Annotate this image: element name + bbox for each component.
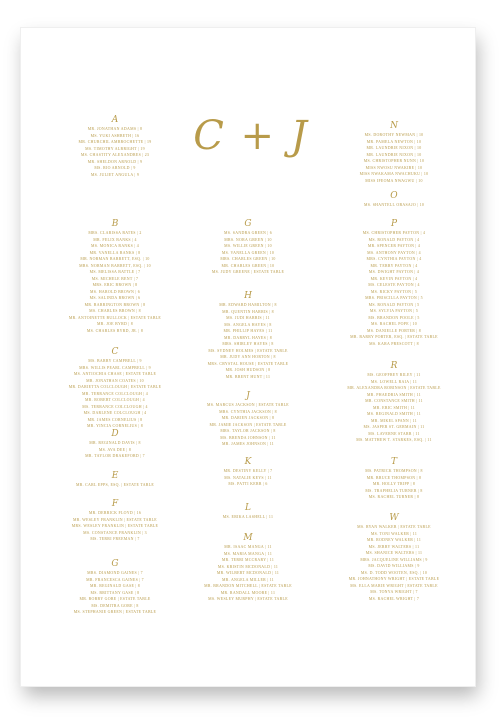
seating-chart-card bbox=[21, 28, 475, 686]
guest-entry: MS. TONYA WRIGHT | 7 bbox=[370, 590, 418, 594]
guest-entry: MS. SANDRA GREEN | 6 bbox=[224, 231, 272, 235]
guest-entry: MS. CHRISTOPHER PAYTON | 4 bbox=[362, 231, 426, 235]
guest-entry: MR. PHILLIP HAYES | 11 bbox=[223, 329, 273, 333]
guest-entry: MS. DOROTHY NEWMAN | 10 bbox=[364, 133, 424, 137]
couple-monogram: C + J bbox=[193, 113, 309, 159]
guest-entry: MS. MATTHEW T. STARKES, ESQ. | 11 bbox=[356, 438, 432, 442]
guest-entry: MS. RICKY PAYTON | 5 bbox=[370, 289, 418, 294]
group-letter: D bbox=[111, 429, 119, 439]
guest-entry: MS. MARIA MANGA | 11 bbox=[223, 551, 273, 556]
guest-entry: MR. TERRI MCCRARY | 11 bbox=[221, 558, 275, 562]
guest-entry: MS. TRAPHELIA TURNER | 8 bbox=[365, 488, 423, 493]
guest-entry: MS. VANELLA GREEN | 10 bbox=[221, 250, 275, 255]
group-m bbox=[176, 532, 320, 603]
guest-entry: MS. MARCUS JACKSON | ESTATE TABLE bbox=[207, 403, 289, 407]
guest-entry: MRS. NORMAN BARRETT, ESQ. | 10 bbox=[79, 263, 151, 268]
guest-entry: MR. HOLLY TRIPP | 8 bbox=[372, 482, 416, 486]
group-t bbox=[322, 456, 466, 501]
guest-entry: MR. FELIX BANKS | 4 bbox=[93, 237, 137, 242]
guest-entry: MS. TERRI FREEMAN | 7 bbox=[90, 537, 140, 541]
guest-entry: MS. PATRICK THOMPSON | 8 bbox=[365, 469, 423, 473]
guest-entry: MR. SPENCER PAYTON | 4 bbox=[367, 244, 421, 248]
guest-entry: MS. MICHELE BENT | 7 bbox=[91, 276, 139, 281]
guest-entry: MISS NWOSU NWAKIBE | 10 bbox=[365, 165, 423, 170]
guest-entry: MRS. CHARLES GREEN | 10 bbox=[220, 257, 276, 261]
guest-entry: MS. YUKI ASHBETH | 16 bbox=[90, 133, 140, 138]
guest-entry: MS. JUDI HARRIS | 11 bbox=[226, 316, 270, 320]
guest-entry: MR. KEVIN PAYTON | 4 bbox=[370, 276, 418, 281]
group-a bbox=[43, 114, 187, 178]
group-c bbox=[43, 346, 187, 430]
guest-entry: MS. KARA PRESCOTT | 8 bbox=[369, 341, 419, 346]
guest-entry: MR. DERRICK FLOYD | 16 bbox=[88, 511, 142, 515]
guest-entry: MS. STEPHANIE GREEN | ESTATE TABLE bbox=[73, 610, 157, 614]
guest-entry: MR. LAUNDRIE NIXON | 10 bbox=[366, 146, 422, 150]
guest-entry: MRS. SHIRLEY HAYES | 8 bbox=[222, 342, 274, 346]
guest-entry: MR. REGINALD DAVIS | 8 bbox=[89, 441, 141, 445]
guest-entry: MR. JOHNATHONY WRIGHT | ESTATE TABLE bbox=[348, 577, 440, 581]
guest-entry: MR. JAMIE JACKSON | ESTATE TABLE bbox=[209, 422, 287, 427]
group-letter: T bbox=[390, 457, 397, 467]
guest-entry: MR. DARIETTA COLCLOUGH | ESTATE TABLE bbox=[68, 385, 162, 389]
guest-entry: MS. SHANTELL OBASAJO | 10 bbox=[363, 203, 425, 207]
group-f bbox=[43, 498, 187, 543]
guest-entry: MR. RODNEY WALKER | 11 bbox=[366, 538, 422, 542]
group-letter: L bbox=[245, 503, 251, 513]
guest-entry: MR. NORMAN BARRETT, ESQ. | 10 bbox=[80, 257, 150, 261]
guest-entry: MS. SYDNEY HOLMES | ESTATE TABLE bbox=[208, 348, 288, 353]
guest-entry: MR. BARRY PORTER, ESQ. | ESTATE TABLE bbox=[350, 335, 438, 339]
guest-entry: MR. JOE BYRD | 8 bbox=[97, 322, 133, 326]
group-letter: G bbox=[244, 219, 252, 229]
guest-entry: MS. ELLA MARIE WRIGHT | ESTATE TABLE bbox=[350, 583, 438, 588]
guest-entry: MRS. CRYSTAL HOUSE | ESTATE TABLE bbox=[207, 361, 289, 366]
group-w bbox=[322, 512, 466, 602]
guest-entry: MS. DWIGHT PAYTON | 4 bbox=[368, 270, 420, 274]
guest-entry: MS. SHANICE WALTERS | 11 bbox=[365, 551, 423, 555]
guest-entry: MS. RACHEL POPE | 10 bbox=[370, 322, 418, 326]
guest-entry: MRS. ERIC BROWN | 8 bbox=[92, 283, 138, 287]
guest-entry: MS. DAVID WILLIAMS | 9 bbox=[368, 564, 420, 568]
guest-entry: MS. HAROLD BROWN | 6 bbox=[90, 289, 140, 294]
guest-entry: MR. SHELDON ARNOLD | 9 bbox=[87, 159, 143, 164]
guest-entry: MR. BRUCE THOMPSON | 8 bbox=[366, 475, 422, 480]
group-n bbox=[322, 120, 466, 184]
group-letter: H bbox=[244, 291, 252, 301]
guest-entry: MS. BRANDON POOLE | 5 bbox=[368, 315, 420, 320]
guest-entry: MS. DARLENE COLCLOUGH | 4 bbox=[83, 411, 147, 415]
guest-entry: MR. BOBBY GORE | ESTATE TABLE bbox=[79, 597, 151, 601]
guest-entry: MR. WESLEY FRANKLIN | ESTATE TABLE bbox=[73, 517, 157, 522]
group-letter: J bbox=[246, 391, 250, 401]
group-letter: A bbox=[111, 115, 119, 125]
guest-entry: MS. ANTHONY PAYTON | 4 bbox=[367, 250, 421, 255]
group-letter: P bbox=[390, 219, 398, 229]
guest-entry: MS. RACHEL TURNER | 8 bbox=[368, 495, 420, 499]
guest-entry: MRS. PRISCILLA PAYTON | 5 bbox=[365, 296, 423, 300]
guest-entry: MR. FRANCESCA GAINES | 7 bbox=[86, 577, 144, 582]
guest-entry: MS. CHASTITY ALEXANDRES | 23 bbox=[80, 153, 150, 157]
guest-entry: MRS. CYNTHIA JACKSON | 8 bbox=[219, 409, 277, 414]
guest-entry: MS. CHARLES BYRD, JR. | 8 bbox=[86, 328, 144, 333]
guest-entry: MR. MIKEL SPANN | 11 bbox=[370, 418, 417, 423]
guest-entry: MS. TONI WALKER | 11 bbox=[370, 531, 418, 536]
guest-entry: MS. JULIET ANGULA | 9 bbox=[90, 172, 140, 177]
group-letter: O bbox=[390, 191, 398, 201]
guest-entry: MS. ERIKA LASHELL | 11 bbox=[222, 515, 274, 519]
guest-entry: MR. JAMES JOHNSON | 11 bbox=[221, 442, 275, 446]
guest-entry: MS. CELESTE PAYTON | 4 bbox=[368, 283, 420, 287]
group-letter: K bbox=[244, 457, 252, 467]
guest-entry: MRS. CYNTHIA PAYTON | 4 bbox=[366, 257, 422, 261]
guest-entry: MS. SYLVIA PAYTON | 5 bbox=[369, 309, 419, 313]
guest-entry: MR. DARRYL HAYES | 8 bbox=[224, 335, 272, 340]
guest-entry: MS. CONSTANCE FRANKLIN | 3 bbox=[83, 530, 147, 535]
guest-entry: MR. CHARLES GREEN | 10 bbox=[221, 263, 275, 268]
group-g2 bbox=[176, 218, 320, 276]
guest-entry: MS. DANIELLE PORTER | 8 bbox=[366, 328, 422, 333]
guest-entry: MS. ANTIOCHIA CHASE | ESTATE TABLE bbox=[73, 372, 157, 376]
guest-entry: MS. CHRISTOPHER NUNN | 10 bbox=[363, 159, 425, 163]
guest-entry: MS. ANGELA HAYES | 8 bbox=[224, 322, 272, 327]
group-letter: B bbox=[111, 219, 119, 229]
guest-entry: MR. EDWARD HAMILTON | 8 bbox=[219, 303, 277, 307]
guest-entry: MS. RONALD PAYTON | 5 bbox=[368, 302, 420, 307]
guest-entry: MS. WESLEY MURPHY | ESTATE TABLE bbox=[208, 597, 288, 601]
group-j bbox=[176, 390, 320, 448]
guest-entry: MS. JERRY WALTERS | 11 bbox=[368, 544, 420, 549]
guest-entry: MRS. DIAMOND GAINES | 7 bbox=[87, 571, 143, 575]
group-letter: E bbox=[111, 471, 119, 481]
guest-entry: MR. ANTOINETTE BULLOCK | ESTATE TABLE bbox=[68, 315, 162, 320]
guest-entry: MS. BARRY CAMPBELL | 9 bbox=[88, 359, 142, 363]
guest-entry: MS. LAVERNE STARR | 11 bbox=[368, 431, 420, 436]
guest-entry: MRS. JACQUELINE WILLIAMS | 9 bbox=[360, 557, 428, 562]
guest-entry: MR. PHAEDRIA SMITH | 11 bbox=[367, 392, 421, 397]
group-letter: W bbox=[389, 513, 399, 523]
guest-entry: MS. WILLIE GREEN | 10 bbox=[224, 244, 272, 248]
group-letter: C bbox=[111, 347, 119, 357]
guest-entry: MR. JAMES CORNELIUS | 8 bbox=[87, 417, 143, 422]
guest-entry: MS. JASPER ST. GERMAIN | 11 bbox=[363, 425, 425, 429]
guest-entry: MRS. WILLIS PEARL CAMPBELL | 9 bbox=[79, 365, 151, 370]
group-letter: R bbox=[390, 361, 398, 371]
group-d bbox=[43, 428, 187, 460]
group-r bbox=[322, 360, 466, 444]
guest-entry: MS. D. TODD WOOTEN, ESQ. | 10 bbox=[360, 570, 428, 575]
guest-entry: MRS. WESLEY FRANKLIN | ESTATE TABLE bbox=[71, 524, 159, 528]
guest-entry: MR. JUDY ANN HORTON | 8 bbox=[220, 355, 276, 359]
guest-entry: MR. ALEXANDRA ROBINSON | ESTATE TABLE bbox=[347, 386, 441, 390]
group-g bbox=[43, 558, 187, 616]
guest-entry: MR. ISAAC MANGA | 11 bbox=[224, 545, 272, 549]
group-o bbox=[322, 190, 466, 209]
guest-entry: MS. RACHEL WRIGHT | 7 bbox=[368, 596, 420, 601]
guest-entry: MR. TAYLOR DRAKEFORD | 7 bbox=[85, 454, 145, 458]
guest-entry: MS. JUDY GREENE | ESTATE TABLE bbox=[211, 270, 285, 274]
guest-entry: MS. KRISTIN MCDONALD | 11 bbox=[217, 564, 279, 569]
guest-entry: MR. DARIEN JACKSON | 8 bbox=[221, 416, 275, 420]
guest-entry: MR. CHURCHIL AMBROCHETTE | 19 bbox=[78, 140, 152, 144]
guest-entry: MR. WILBERT MCDONALD | 11 bbox=[216, 571, 280, 575]
guest-entry: MR. ROBERT COLCLOUGH | 4 bbox=[85, 398, 145, 402]
guest-entry: MR. RANDALL MOORE | 11 bbox=[220, 590, 276, 595]
group-letter: N bbox=[390, 121, 398, 131]
guest-entry: MR. BRENT HUNT | 11 bbox=[225, 374, 271, 379]
group-l bbox=[176, 502, 320, 521]
guest-entry: MS. MELISSA BATTLE | 7 bbox=[89, 270, 141, 274]
guest-entry: MS. AVA DEE | 8 bbox=[98, 447, 132, 452]
guest-entry: MS. REGINALD SMITH | 11 bbox=[367, 412, 421, 416]
guest-entry: MR. CONSTANCE SMITH | 11 bbox=[365, 399, 423, 403]
guest-entry: MR. JONATHAN COATES | 10 bbox=[86, 378, 144, 383]
guest-entry: MR. PAMELA NEWTON | 10 bbox=[366, 139, 422, 144]
group-letter: G bbox=[111, 559, 119, 569]
group-h bbox=[176, 290, 320, 380]
guest-entry: MS. TERRANCE COLCLOUGH | 4 bbox=[82, 404, 148, 409]
group-b bbox=[43, 218, 187, 334]
guest-entry: MR. REGINALD GASE | 8 bbox=[90, 584, 140, 588]
guest-entry: MS. BRITTANY GASE | 8 bbox=[90, 590, 140, 595]
group-letter: M bbox=[243, 533, 253, 543]
guest-entry: MR. VANELLA BANKS | 8 bbox=[89, 250, 141, 255]
guest-entry: MS. RONALD PAYTON | 4 bbox=[368, 237, 420, 242]
guest-entry: MS. CHARLES BROWN | 8 bbox=[89, 309, 141, 313]
guest-entry: MS. PATTI KERR | 6 bbox=[228, 482, 268, 486]
guest-entry: MS. RYAN WALKER | ESTATE TABLE bbox=[357, 525, 431, 529]
guest-entry: MS. RIO ARNOLD | 9 bbox=[94, 166, 136, 170]
guest-entry: MRS. CLARISSA BATES | 2 bbox=[88, 231, 142, 235]
guest-entry: MR. CARL EPPS, ESQ. | ESTATE TABLE bbox=[75, 483, 155, 487]
guest-entry: MS. MONICA BANKS | 4 bbox=[91, 244, 139, 248]
guest-entry: MR. JONATHAN ADAMS | 8 bbox=[87, 127, 143, 131]
guest-entry: MS. SALINDA BROWN | 6 bbox=[89, 296, 141, 300]
guest-entry: MS. NATALIE KEYS | 11 bbox=[224, 475, 272, 480]
guest-entry: MR. BARRINGTON BROWN | 8 bbox=[84, 302, 146, 307]
guest-entry: MR. BRANDON MITCHELL | ESTATE TABLE bbox=[204, 584, 292, 588]
guest-entry: MS. GEOFFREY RILEY | 11 bbox=[367, 373, 421, 377]
group-k bbox=[176, 456, 320, 488]
guest-entry: MISS IFEOMA NWAGWU | 10 bbox=[365, 178, 423, 183]
guest-entry: MR. TERRANCE COLCLOUGH | 4 bbox=[82, 391, 148, 396]
guest-entry: MS. LOWELL RAIA | 11 bbox=[370, 379, 418, 384]
guest-entry: MISS NWAKAMA NWACHUKU | 10 bbox=[359, 172, 429, 176]
guest-entry: MR. LAUNDRIE NIXON | 10 bbox=[366, 152, 422, 157]
guest-entry: MS. DEMITRA GORE | 8 bbox=[91, 603, 139, 608]
guest-entry: MRS. TAYLOR JACKSON | 8 bbox=[220, 429, 276, 433]
guest-entry: MR. JOSH HUDSON | 8 bbox=[225, 368, 271, 372]
group-e bbox=[43, 470, 187, 489]
guest-entry: MR. YINCIA CORNELIUS | 8 bbox=[87, 424, 143, 428]
group-letter: F bbox=[111, 499, 119, 509]
guest-entry: MR. ERIC SMITH | 11 bbox=[372, 405, 416, 410]
guest-entry: MR. QUENTIN HARRIS | 8 bbox=[222, 309, 274, 314]
guest-entry: MR. TERRY PAYTON | 4 bbox=[370, 263, 418, 268]
group-p bbox=[322, 218, 466, 347]
guest-entry: MS. TIMOTHY ALBRIGHT | 19 bbox=[85, 146, 145, 151]
guest-entry: MR. DESTINY KELLY | 7 bbox=[223, 469, 273, 473]
guest-entry: MRS. NORA GREEN | 10 bbox=[224, 237, 272, 242]
guest-entry: MR. ANGELA MILLER | 11 bbox=[221, 577, 275, 582]
guest-entry: MS. BRENDA JOHNSON | 11 bbox=[220, 435, 276, 440]
